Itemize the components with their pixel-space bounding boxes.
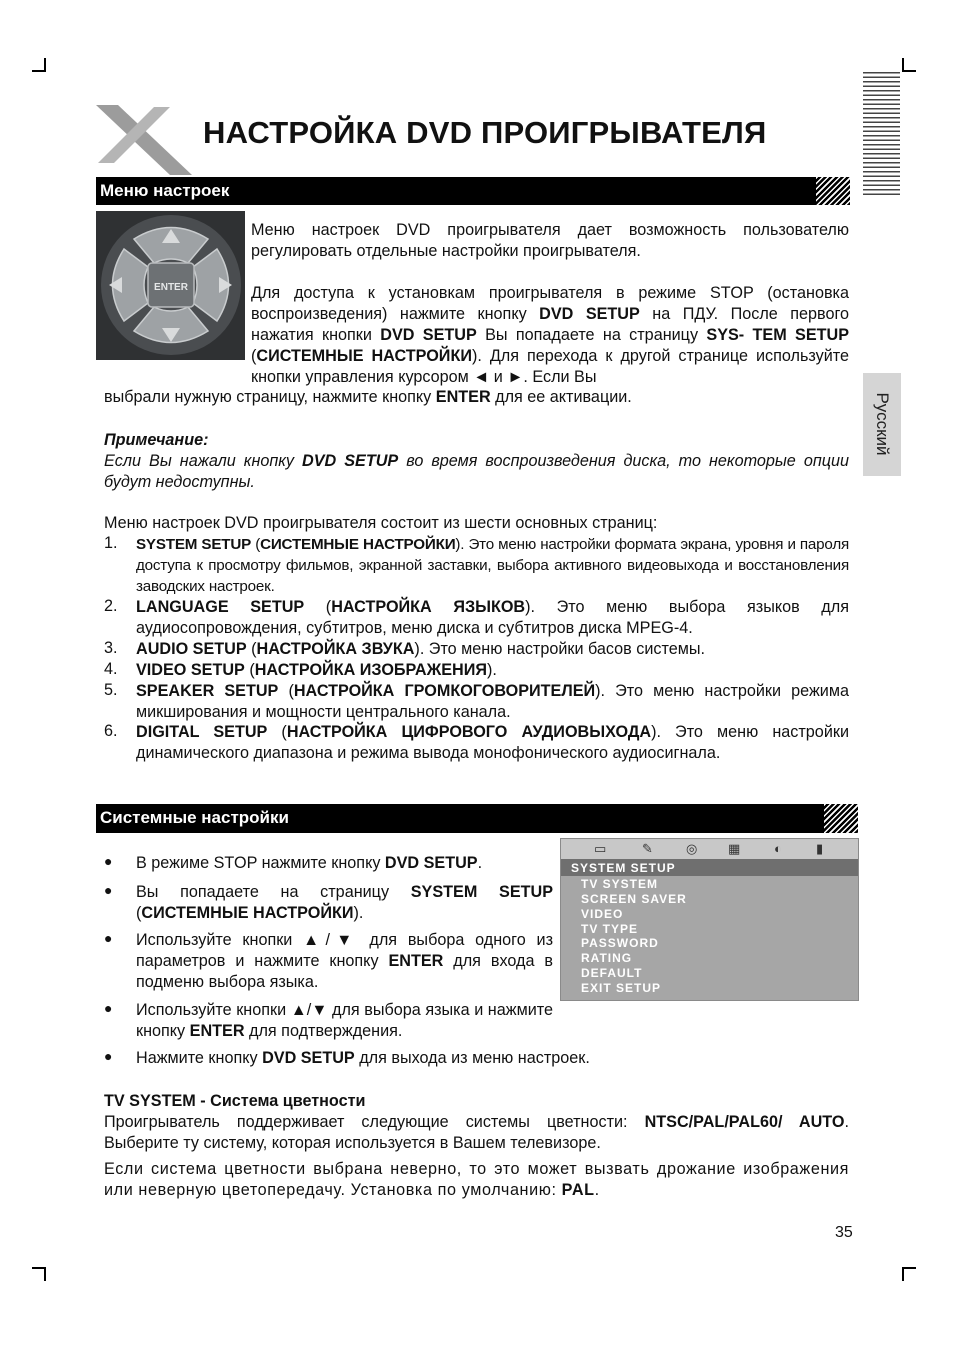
key-name: DVD SETUP xyxy=(262,1049,355,1067)
text: . Выберите ту систему, которая используется в Вашем телевизоре. xyxy=(104,1113,849,1152)
text: Используйте кнопки ▲/▼ для выбора языка и нажмите кнопку xyxy=(136,1001,553,1040)
bullet-item xyxy=(136,882,553,924)
text: . Это меню настройки формата экрана, уровня и пароля доступа к просмотру фильмов, экранной заставки, выбора активного видеовыхода и восстановления заводских настроек. xyxy=(136,536,850,595)
crop-mark xyxy=(902,1267,904,1281)
bullet-dot: ● xyxy=(104,853,113,869)
key-name: DVD SETUP xyxy=(539,305,640,323)
monitor-icon: ▭ xyxy=(594,841,607,856)
tv-system-paragraph-2 xyxy=(104,1159,849,1201)
intro-paragraph xyxy=(251,220,849,262)
intro-text: Меню настроек DVD проигрывателя дает возможность пользователю регулировать отдельные настройки проигрывателя. xyxy=(251,221,849,260)
text: . Это меню настройки динамического диапазона и режима вывода монофонического аудиосигнала. xyxy=(136,723,849,762)
text: . Это меню настройки басов системы. xyxy=(419,640,706,658)
crop-mark xyxy=(32,70,46,72)
note xyxy=(104,430,849,493)
page-name: SYSTEM SETUP xyxy=(136,536,252,553)
page-name: НАСТРОЙКА ЗВУКА xyxy=(256,640,415,658)
list-item: AUDIO SETUP (НАСТРОЙКА ЗВУКА). Это меню настройки басов системы. xyxy=(136,640,706,658)
color-systems: NTSC/PAL/PAL60/ AUTO xyxy=(644,1113,845,1131)
menu-icon-bar xyxy=(561,839,858,859)
text: Вы попадаете на страницу xyxy=(136,883,411,901)
section-heading-label: Меню настроек xyxy=(100,181,230,200)
menu-item-rating: RATING xyxy=(581,951,633,965)
menu-item-exit-setup: EXIT SETUP xyxy=(581,981,662,995)
brand-logo xyxy=(96,105,192,175)
page-name: DIGITAL SETUP xyxy=(136,723,268,741)
default-value: PAL xyxy=(561,1181,595,1199)
svg-text:ENTER: ENTER xyxy=(154,282,188,293)
page-name: SYSTEM SETUP xyxy=(410,883,553,901)
digital-audio-icon: ▮ xyxy=(816,841,824,856)
pages-intro: Меню настроек DVD проигрывателя состоит из шести основных страниц: xyxy=(104,514,658,532)
key-name: DVD SETUP xyxy=(302,452,399,470)
remote-navigation-pad-image xyxy=(96,211,245,360)
bullet-dot: ● xyxy=(104,882,113,898)
page-number: 35 xyxy=(835,1224,853,1241)
menu-item-tv-type: TV TYPE xyxy=(581,922,639,936)
page-name: SYS- TEM SETUP xyxy=(706,326,849,344)
section-heading-system-setup xyxy=(96,804,858,833)
menu-item-screen-saver: SCREEN SAVER xyxy=(581,892,687,906)
menu-header-label: SYSTEM SETUP xyxy=(571,861,676,875)
page-name: VIDEO SETUP xyxy=(136,661,245,679)
section-hatch xyxy=(816,177,850,205)
access-paragraph xyxy=(251,283,849,388)
decorative-stripes xyxy=(863,72,900,197)
list-item: DIGITAL SETUP (НАСТРОЙКА ЦИФРОВОГО АУДИОВЫХОДА). Это меню настройки динамического диапазона и режима вывода монофонического аудиосигнала. xyxy=(136,723,849,762)
language-icon: ✎ xyxy=(642,841,653,856)
text: . xyxy=(477,854,483,872)
bullet-item xyxy=(136,1000,553,1042)
menu-item-default: DEFAULT xyxy=(581,966,643,980)
text: для входа в подменю выбора языка. xyxy=(136,952,553,991)
menu-item-password: PASSWORD xyxy=(581,936,659,950)
bullet-dot: ● xyxy=(104,1048,113,1064)
text: . Это меню выбора языков для аудиосопровождения, субтитров, меню диска и субтитров диска MPEG-4. xyxy=(136,598,849,637)
menu-item-video: VIDEO xyxy=(581,907,624,921)
text: . xyxy=(492,661,497,679)
list-number: 6. xyxy=(104,722,118,740)
list-number: 4. xyxy=(104,660,118,678)
list-number: 1. xyxy=(104,534,118,552)
crop-mark xyxy=(44,1267,46,1281)
speaker-icon: ◐ xyxy=(774,841,782,856)
page-title: НАСТРОЙКА DVD ПРОИГРЫВАТЕЛЯ xyxy=(203,115,767,150)
bullet-dot: ● xyxy=(104,1000,113,1016)
language-tab xyxy=(863,373,901,476)
system-setup-menu-screenshot xyxy=(560,838,859,1001)
text: Вы попадаете на страницу xyxy=(476,326,707,344)
list-number: 3. xyxy=(104,639,118,657)
text: ( xyxy=(136,904,142,922)
crop-mark xyxy=(902,1267,916,1269)
text: на ПДУ. После первого нажатия кнопки xyxy=(251,305,850,344)
text: для подтверждения. xyxy=(244,1022,403,1040)
page-name: НАСТРОЙКА ГРОМКОГОВОРИТЕЛЕЙ xyxy=(293,682,596,700)
page-name: НАСТРОЙКА ИЗОБРАЖЕНИЯ xyxy=(254,661,488,679)
text: выбрали нужную страницу, нажмите кнопку xyxy=(104,388,436,406)
disc-icon: ◎ xyxy=(686,841,698,856)
text: для выхода из меню настроек. xyxy=(354,1049,590,1067)
language-tab-label: Русский xyxy=(873,392,892,456)
text: Нажмите кнопку xyxy=(136,1049,263,1067)
text: Если система цветности выбрана неверно, то это может вызвать дрожание изображения или неверную цветопередачу. Установка по умолчанию: xyxy=(104,1160,849,1199)
key-name: ENTER xyxy=(388,952,444,970)
page-name: LANGUAGE SETUP xyxy=(136,598,305,616)
page-name: AUDIO SETUP xyxy=(136,640,247,658)
text: во время воспроизведения диска, то некоторые опции будут недоступны. xyxy=(104,452,849,491)
list-item: VIDEO SETUP (НАСТРОЙКА ИЗОБРАЖЕНИЯ). xyxy=(136,661,497,679)
text: В режиме STOP нажмите кнопку xyxy=(136,854,385,872)
section-heading-setup-menu xyxy=(96,177,850,205)
text: Для доступа к установкам проигрывателя в режиме STOP (остановка воспроизведения) нажмите кнопку xyxy=(251,284,849,323)
text: Проигрыватель поддерживает следующие системы цветности: xyxy=(104,1113,645,1131)
list-item: SPEAKER SETUP (НАСТРОЙКА ГРОМКОГОВОРИТЕЛЕЙ). Это меню настройки режима микширования и мощности центрального канала. xyxy=(136,682,849,721)
list-number: 5. xyxy=(104,681,118,699)
section-hatch xyxy=(824,804,858,833)
page-name: НАСТРОЙКА ЦИФРОВОГО АУДИОВЫХОДА xyxy=(286,723,652,741)
note-title: Примечание: xyxy=(104,431,209,449)
key-name: ENTER xyxy=(189,1022,245,1040)
text: . xyxy=(594,1181,600,1199)
list-number: 2. xyxy=(104,597,118,615)
access-paragraph-end xyxy=(104,387,632,408)
crop-mark xyxy=(902,70,916,72)
page-name: СИСТЕМНЫЕ НАСТРОЙКИ xyxy=(256,347,472,365)
key-name: DVD SETUP xyxy=(384,854,478,872)
tv-system-heading: TV SYSTEM - Система цветности xyxy=(104,1092,366,1110)
section-heading-label: Системные настройки xyxy=(100,808,289,827)
text: ). Для перехода к другой странице используйте кнопки управления курсором ◄ и ►. Если Вы xyxy=(251,347,849,386)
list-item: SYSTEM SETUP (СИСТЕМНЫЕ НАСТРОЙКИ). Это меню настройки формата экрана, уровня и пароля доступа к просмотру фильмов, экранной заставки, выбора активного видеовыхода и восстановления заводских настроек. xyxy=(136,536,850,595)
text: Используйте кнопки ▲/▼ для выбора одного из параметров и нажмите кнопку xyxy=(136,931,553,970)
menu-item-tv-system: TV SYSTEM xyxy=(581,877,659,891)
page-name: СИСТЕМНЫЕ НАСТРОЙКИ xyxy=(141,904,354,922)
page-name: SPEAKER SETUP xyxy=(136,682,279,700)
text: ( xyxy=(251,347,257,365)
text: Если Вы нажали кнопку xyxy=(104,452,303,470)
key-name: DVD SETUP xyxy=(380,326,477,344)
key-name: ENTER xyxy=(435,388,491,406)
bullet-dot: ● xyxy=(104,930,113,946)
text: ). xyxy=(353,904,364,922)
text: для ее активации. xyxy=(490,388,632,406)
bullet-item xyxy=(136,853,482,874)
video-icon: ▦ xyxy=(728,841,741,856)
menu-header xyxy=(561,859,858,876)
page-name: СИСТЕМНЫЕ НАСТРОЙКИ xyxy=(260,536,456,553)
page-name: НАСТРОЙКА ЯЗЫКОВ xyxy=(331,598,526,616)
bullet-item xyxy=(136,930,553,993)
list-item: LANGUAGE SETUP (НАСТРОЙКА ЯЗЫКОВ). Это меню выбора языков для аудиосопровождения, субтитров, меню диска и субтитров диска MPEG-4. xyxy=(136,598,849,637)
text: . Это меню настройки режима микширования и мощности центрального канала. xyxy=(136,682,849,721)
bullet-item xyxy=(136,1048,590,1069)
tv-system-paragraph-1 xyxy=(104,1112,849,1154)
